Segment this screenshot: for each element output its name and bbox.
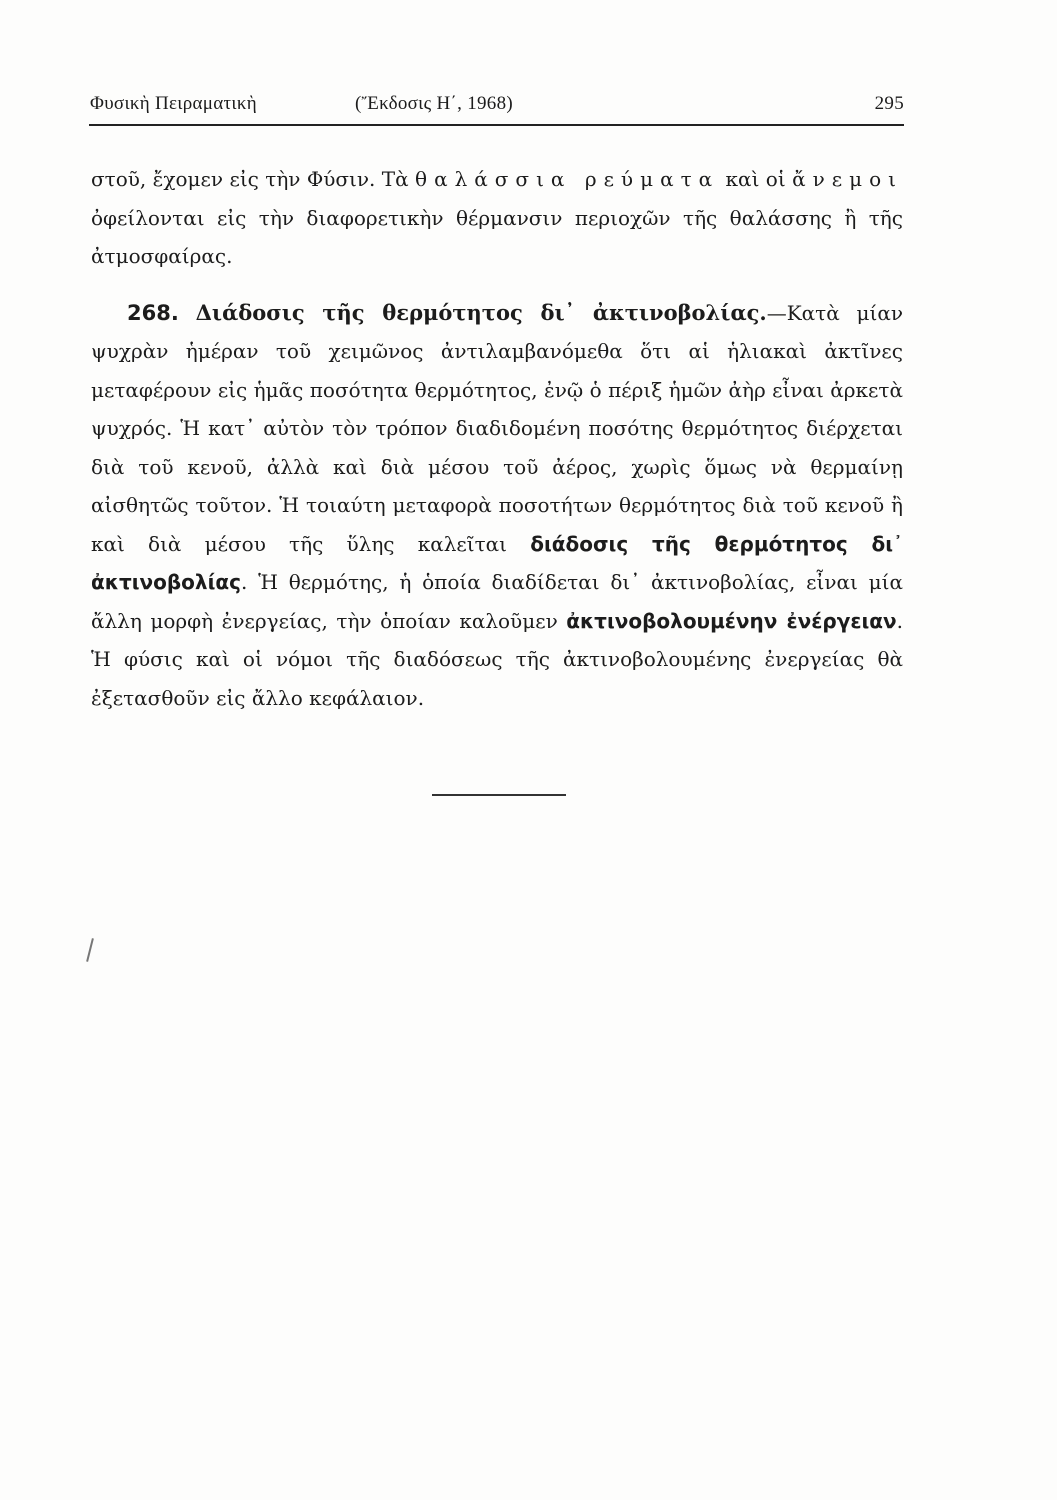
emphasis-spaced: ἄνεμοι	[792, 167, 903, 191]
text-run: στοῦ, ἔχομεν εἰς τὴν Φύσιν. Τὰ	[91, 167, 416, 191]
bold-term: ἀκτινοβολουμένην ἐνέργειαν	[566, 608, 897, 633]
text-run: ὀφείλονται εἰς τὴν διαφορετικὴν θέρμανσιν περιοχῶν τῆς θαλάσσης ἢ τῆς ἀτμοσφαίρας.	[91, 205, 903, 268]
section-paragraph	[91, 294, 903, 718]
emphasis-spaced: θαλάσσια ρεύματα	[415, 167, 720, 191]
book-title: Φυσικὴ Πειραματικὴ	[90, 93, 257, 114]
text-run: . Ἡ φύσις καὶ οἱ νόμοι τῆς διαδόσεως τῆς ἀκτινοβολουμένης ἐνεργείας θὰ ἐξετασθοῦν εἰς ἄλλο κεφάλαιον.	[91, 608, 903, 710]
section-number: 268.	[127, 300, 179, 325]
bold-term: διάδοσις τῆς θερμότητος δι᾽ ἀκτινοβολίας	[91, 531, 904, 594]
section-end-rule	[432, 794, 566, 796]
body-text	[91, 160, 903, 717]
edition-info: (Ἔκδοσις Η΄, 1968)	[355, 93, 514, 114]
paragraph-continuation	[91, 160, 903, 276]
section-title: Διάδοσις τῆς θερμότητος δι᾽ ἀκτινοβολίας.	[195, 299, 767, 325]
pencil-mark	[86, 938, 94, 962]
text-run: —Κατὰ μίαν ψυχρὰν ἡμέραν τοῦ χειμῶνος ἀντιλαμβανόμεθα ὅτι αἱ ἡλιακαὶ ἀκτῖνες μεταφέρουν εἰς ἡμᾶς ποσότητα θερμότητος, ἐνῷ ὁ πέριξ ἡμῶν ἀὴρ εἶναι ἀρκετὰ ψυχρός. Ἡ κατ᾽ αὐτὸν τὸν τρόπον διαδιδομένη ποσότης θερμότητος διέρχεται διὰ τοῦ κενοῦ, ἀλλὰ καὶ διὰ μέσου τοῦ ἀέρος, χωρὶς ὅμως νὰ θερμαίνῃ αἰσθητῶς τοῦτον. Ἡ τοιαύτη μεταφορὰ ποσοτήτων θερμότητος διὰ τοῦ κενοῦ ἢ καὶ διὰ μέσου τῆς ὕλης καλεῖται	[91, 300, 904, 556]
text-run: . Ἡ θερμότης, ἡ ὁποία διαδίδεται δι᾽ ἀκτινοβολίας, εἶναι μία ἄλλη μορφὴ ἐνεργείας, τὴν ὁποίαν καλοῦμεν	[91, 570, 903, 633]
text-run: καὶ οἱ	[719, 167, 793, 191]
header-rule	[89, 124, 904, 126]
page-number: 295	[874, 93, 904, 114]
